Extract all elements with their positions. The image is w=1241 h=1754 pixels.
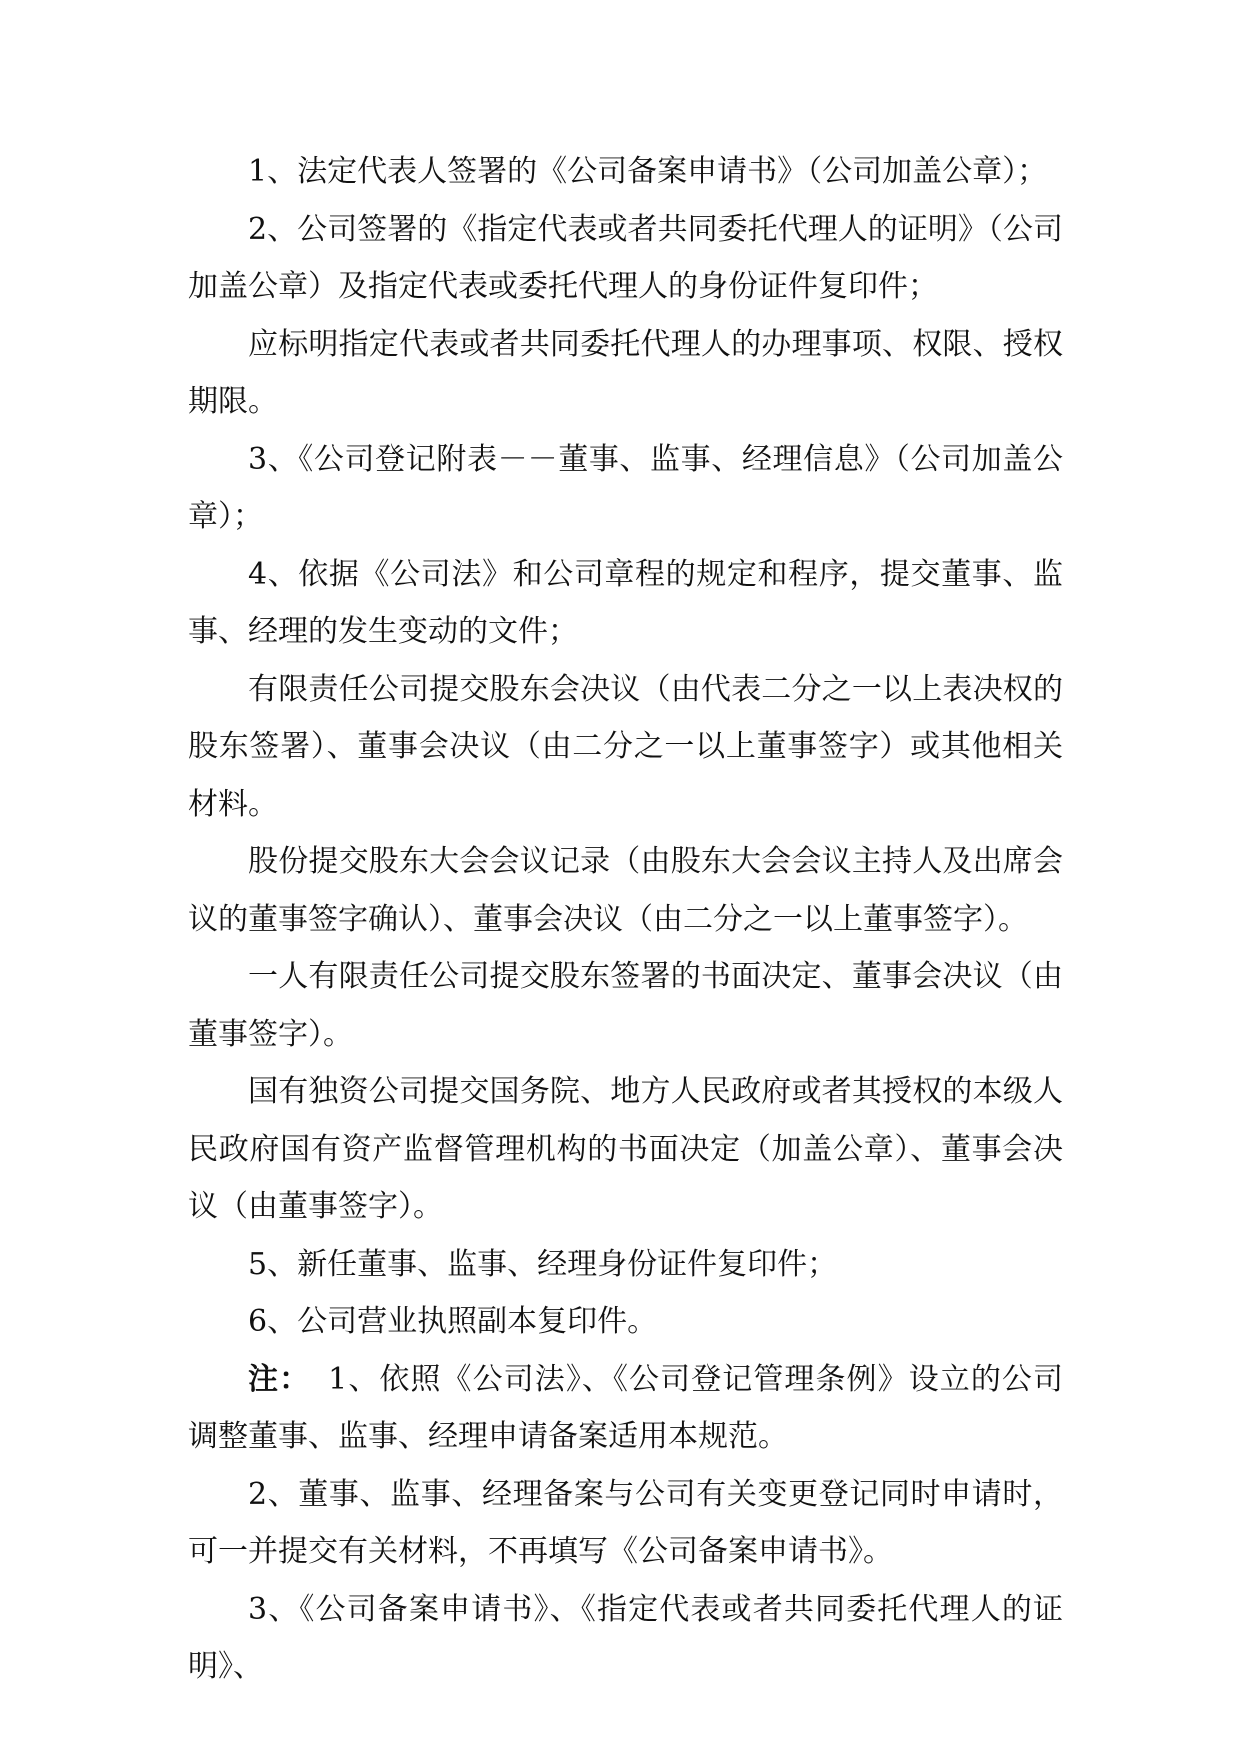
note-paragraph-3: 3、《公司备案申请书》、《指定代表或者共同委托代理人的证明》、 [188, 1591, 1063, 1684]
paragraph-item-4: 4、依据《公司法》和公司章程的规定和程序，提交董事、监事、经理的发生变动的文件； [188, 556, 1063, 649]
note-paragraph-2: 2、董事、监事、经理备案与公司有关变更登记同时申请时，可一并提交有关材料，不再填写《公司备案申请书》。 [188, 1476, 1063, 1569]
paragraph-single-member-llc: 一人有限责任公司提交股东签署的书面决定、董事会决议（由董事签字）。 [188, 959, 1063, 1052]
note-text: 1、依照《公司法》、《公司登记管理条例》设立的公司调整董事、监事、经理申请备案适用本规范。 [188, 1361, 1064, 1454]
paragraph-llc-resolution: 有限责任公司提交股东会决议（由代表二分之一以上表决权的股东签署）、董事会决议（由二分之一以上董事签字）或其他相关材料。 [188, 671, 1063, 822]
paragraph-state-owned-company: 国有独资公司提交国务院、地方人民政府或者其授权的本级人民政府国有资产监督管理机构的书面决定（加盖公章）、董事会决议（由董事签字）。 [188, 1074, 1063, 1224]
document-body [188, 143, 1063, 1696]
note-label: 注： [248, 1361, 311, 1397]
paragraph-item-3: 3、《公司登记附表－－董事、监事、经理信息》（公司加盖公章）； [188, 441, 1063, 534]
paragraph-item-1: 1、法定代表人签署的《公司备案申请书》（公司加盖公章）； [248, 154, 1048, 189]
paragraph-joint-stock-record: 股份提交股东大会会议记录（由股东大会会议主持人及出席会议的董事签字确认）、董事会决议（由二分之一以上董事签字）。 [188, 844, 1063, 937]
paragraph-authorization-note: 应标明指定代表或者共同委托代理人的办理事项、权限、授权期限。 [188, 326, 1063, 419]
paragraph-item-5: 5、新任董事、监事、经理身份证件复印件； [248, 1246, 838, 1282]
paragraph-item-6: 6、公司营业执照副本复印件。 [248, 1304, 658, 1339]
note-paragraph-1 [188, 1351, 1063, 1466]
paragraph-item-2: 2、公司签署的《指定代表或者共同委托代理人的证明》（公司加盖公章）及指定代表或委托代理人的身份证件复印件； [188, 211, 1063, 304]
